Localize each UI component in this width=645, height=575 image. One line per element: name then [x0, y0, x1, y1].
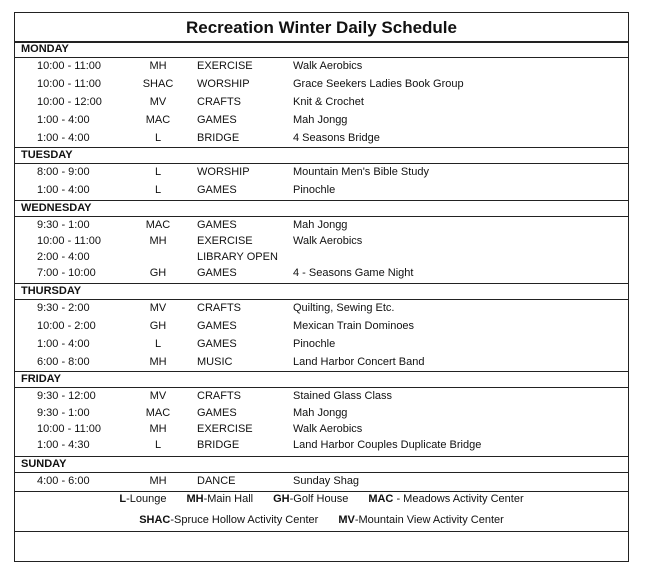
category-cell: CRAFTS: [197, 302, 241, 314]
category-cell: GAMES: [197, 338, 237, 350]
location-cell: MAC: [145, 114, 171, 126]
schedule-row: [15, 58, 628, 74]
time-cell: 9:30 - 1:00: [37, 219, 90, 231]
activity-cell: Mountain Men's Bible Study: [293, 166, 430, 178]
day-heading: THURSDAY: [15, 283, 628, 300]
location-cell: SHAC: [142, 78, 174, 90]
location-cell: MV: [149, 390, 167, 402]
time-cell: 10:00 - 11:00: [37, 78, 102, 90]
time-cell: 7:00 - 10:00: [37, 267, 96, 279]
location-cell: MAC: [145, 407, 171, 419]
legend-code: GH: [273, 493, 290, 505]
location-cell: L: [154, 439, 162, 451]
time-cell: 9:30 - 2:00: [37, 302, 90, 314]
category-cell: WORSHIP: [197, 78, 250, 90]
activity-cell: Stained Glass Class: [293, 390, 393, 402]
time-cell: 10:00 - 2:00: [37, 320, 96, 332]
location-cell: MV: [149, 302, 167, 314]
time-cell: 6:00 - 8:00: [37, 356, 90, 368]
legend-item: [338, 514, 503, 526]
legend-item: [139, 514, 318, 526]
time-cell: 9:30 - 1:00: [37, 407, 90, 419]
schedule-row: [15, 354, 628, 370]
time-cell: 10:00 - 11:00: [37, 235, 102, 247]
schedule-row: [15, 300, 628, 316]
activity-cell: Land Harbor Concert Band: [293, 356, 425, 368]
activity-cell: Mah Jongg: [293, 219, 348, 231]
day-heading: MONDAY: [15, 41, 628, 58]
legend-code: MH: [186, 493, 204, 505]
legend-line1: [15, 491, 628, 507]
location-cell: MH: [149, 235, 167, 247]
activity-cell: Grace Seekers Ladies Book Group: [293, 78, 464, 90]
legend-line2: [15, 512, 628, 528]
category-cell: CRAFTS: [197, 390, 241, 402]
legend-description: -Lounge: [126, 493, 167, 505]
location-cell: MH: [149, 475, 167, 487]
time-cell: 10:00 - 12:00: [37, 96, 102, 108]
activity-cell: 4 - Seasons Game Night: [293, 267, 414, 279]
activity-cell: Mah Jongg: [293, 114, 348, 126]
legend-code: MAC: [368, 493, 394, 505]
activity-cell: Walk Aerobics: [293, 235, 363, 247]
category-cell: EXERCISE: [197, 423, 253, 435]
location-cell: GH: [149, 320, 167, 332]
time-cell: 10:00 - 11:00: [37, 423, 102, 435]
time-cell: 4:00 - 6:00: [37, 475, 90, 487]
legend-item: [187, 493, 254, 505]
day-section-thursday: [15, 283, 628, 368]
category-cell: GAMES: [197, 267, 237, 279]
location-cell: L: [154, 184, 162, 196]
location-cell: L: [154, 338, 162, 350]
time-cell: 9:30 - 12:00: [37, 390, 96, 402]
schedule-row: [15, 318, 628, 334]
legend-code: SHAC: [139, 514, 171, 526]
legend-description: - Meadows Activity Center: [393, 493, 524, 505]
legend-code: L: [119, 493, 127, 505]
schedule-sheet: [14, 12, 629, 562]
activity-cell: Mexican Train Dominoes: [293, 320, 415, 332]
legend-description: -Golf House: [289, 493, 349, 505]
legend-code: MV: [338, 514, 355, 526]
schedule-row: [15, 233, 628, 249]
activity-cell: Knit & Crochet: [293, 96, 364, 108]
time-cell: 2:00 - 4:00: [37, 251, 90, 263]
schedule-row: [15, 112, 628, 128]
schedule-row: [15, 473, 628, 489]
day-heading: FRIDAY: [15, 371, 628, 388]
category-cell: EXERCISE: [197, 235, 253, 247]
time-cell: 1:00 - 4:00: [37, 132, 90, 144]
activity-cell: 4 Seasons Bridge: [293, 132, 380, 144]
legend-item: [368, 493, 523, 505]
schedule-row: [15, 76, 628, 92]
time-cell: 1:00 - 4:00: [37, 184, 90, 196]
activity-cell: Sunday Shag: [293, 475, 360, 487]
footer-divider: [15, 531, 628, 532]
schedule-row: [15, 336, 628, 352]
activity-cell: Pinochle: [293, 338, 336, 350]
schedule-row: [15, 405, 628, 421]
activity-cell: Walk Aerobics: [293, 423, 363, 435]
category-cell: GAMES: [197, 407, 237, 419]
schedule-row: [15, 265, 628, 281]
day-heading: TUESDAY: [15, 147, 628, 164]
category-cell: GAMES: [197, 219, 237, 231]
day-heading: WEDNESDAY: [15, 200, 628, 217]
category-cell: GAMES: [197, 114, 237, 126]
schedule-row: [15, 94, 628, 110]
time-cell: 8:00 - 9:00: [37, 166, 90, 178]
location-cell: MH: [149, 60, 167, 72]
time-cell: 1:00 - 4:00: [37, 338, 90, 350]
day-section-sunday: [15, 456, 628, 487]
location-cell: MH: [149, 423, 167, 435]
schedule-row: [15, 182, 628, 198]
category-cell: GAMES: [197, 320, 237, 332]
schedule-row: [15, 388, 628, 404]
activity-cell: Pinochle: [293, 184, 336, 196]
time-cell: 1:00 - 4:30: [37, 439, 90, 451]
category-cell: CRAFTS: [197, 96, 241, 108]
activity-cell: Walk Aerobics: [293, 60, 363, 72]
day-heading: SUNDAY: [15, 456, 628, 473]
legend-item: [119, 493, 166, 505]
time-cell: 1:00 - 4:00: [37, 114, 90, 126]
location-cell: GH: [149, 267, 167, 279]
legend-description: -Main Hall: [203, 493, 254, 505]
day-section-wednesday: [15, 200, 628, 279]
schedule-row: [15, 217, 628, 233]
time-cell: 10:00 - 11:00: [37, 60, 102, 72]
legend-description: -Mountain View Activity Center: [354, 514, 504, 526]
category-cell: DANCE: [197, 475, 236, 487]
day-section-monday: [15, 41, 628, 144]
category-cell: EXERCISE: [197, 60, 253, 72]
category-cell: WORSHIP: [197, 166, 250, 178]
day-section-friday: [15, 371, 628, 451]
activity-cell: Land Harbor Couples Duplicate Bridge: [293, 439, 482, 451]
category-cell: LIBRARY OPEN: [197, 251, 278, 263]
location-cell: L: [154, 166, 162, 178]
day-section-tuesday: [15, 147, 628, 196]
location-cell: MAC: [145, 219, 171, 231]
category-cell: GAMES: [197, 184, 237, 196]
location-cell: L: [154, 132, 162, 144]
legend-description: -Spruce Hollow Activity Center: [170, 514, 319, 526]
schedule-row: [15, 130, 628, 146]
category-cell: MUSIC: [197, 356, 233, 368]
schedule-row: [15, 421, 628, 437]
activity-cell: Mah Jongg: [293, 407, 348, 419]
page-title: Recreation Winter Daily Schedule: [15, 13, 628, 43]
location-cell: MV: [149, 96, 167, 108]
schedule-row: [15, 437, 628, 453]
legend-item: [273, 493, 348, 505]
category-cell: BRIDGE: [197, 439, 240, 451]
activity-cell: Quilting, Sewing Etc.: [293, 302, 395, 314]
category-cell: BRIDGE: [197, 132, 240, 144]
schedule-row: [15, 164, 628, 180]
schedule-row: [15, 249, 628, 265]
location-cell: MH: [149, 356, 167, 368]
